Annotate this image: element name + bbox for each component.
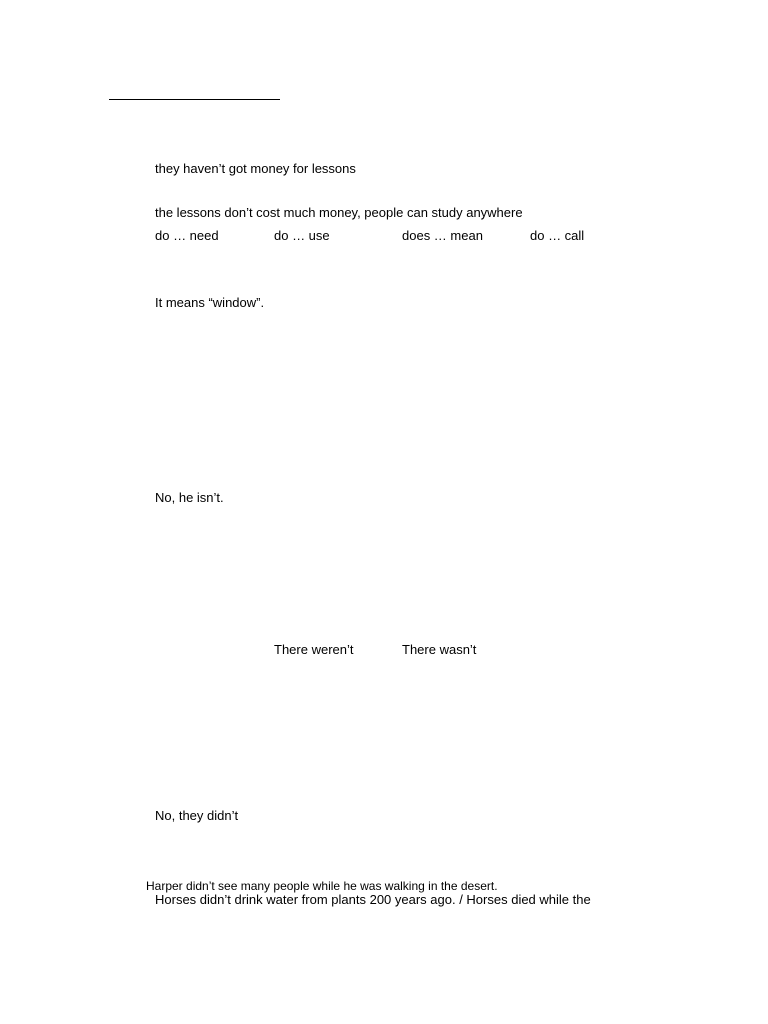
sentence-1: Harper didn’t see many people while he was walking in the desert. <box>146 879 498 893</box>
option-do-use: do … use <box>274 228 330 243</box>
answer-line-1: they haven’t got money for lessons <box>155 161 356 176</box>
short-answer-2: No, they didn’t <box>155 808 239 823</box>
option-do-need: do … need <box>155 228 219 243</box>
meaning-answer: It means “window”. <box>155 295 265 310</box>
sentence-2: Horses didn’t drink water from plants 200 years ago. / Horses died while the <box>155 892 591 907</box>
there-werent-option: There weren’t <box>274 642 354 657</box>
answer-line-2: the lessons don’t cost much money, people can study anywhere <box>155 205 523 220</box>
option-do-call: do … call <box>530 228 585 243</box>
header-rule <box>109 99 280 100</box>
there-wasnt-option: There wasn’t <box>402 642 477 657</box>
short-answer-1: No, he isn’t. <box>155 490 224 505</box>
option-does-mean: does … mean <box>402 228 483 243</box>
